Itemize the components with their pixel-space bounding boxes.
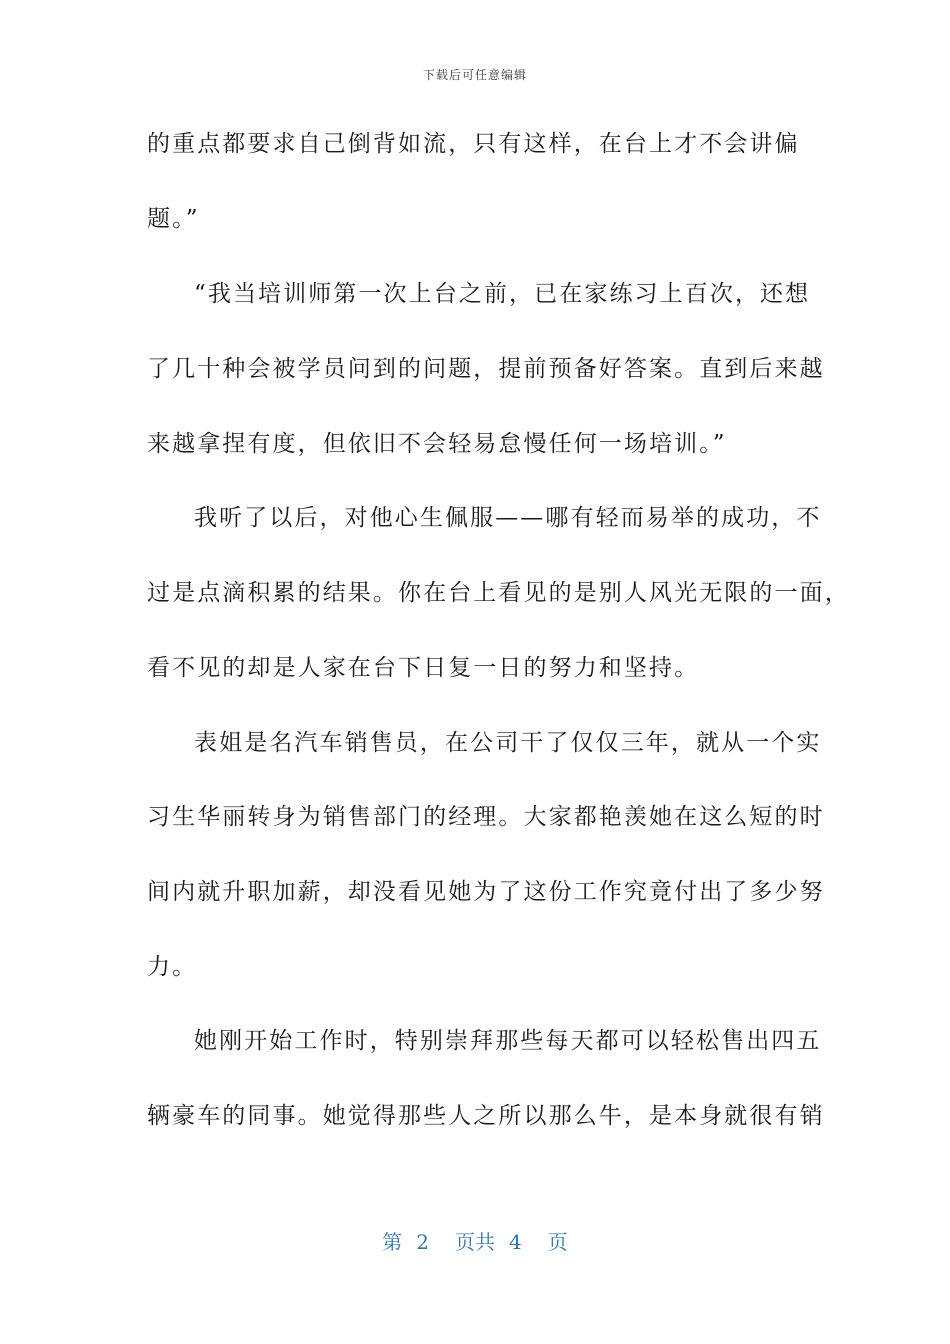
body-line: 间内就升职加薪，却没看见她为了这份工作究竟付出了多少努	[147, 879, 825, 905]
body-line: “我当培训师第一次上台之前，已在家练习上百次，还想	[194, 281, 811, 307]
body-line: 的重点都要求自己倒背如流，只有这样，在台上才不会讲偏	[147, 131, 800, 157]
footer-total-pages: 4	[509, 1230, 522, 1254]
page-footer	[0, 1226, 950, 1255]
footer-suffix: 页	[547, 1230, 568, 1254]
body-line: 看不见的却是人家在台下日复一日的努力和坚持。	[147, 655, 700, 681]
body-line: 辆豪车的同事。她觉得那些人之所以那么牛，是本身就很有销	[147, 1103, 825, 1129]
footer-current-page: 2	[416, 1230, 429, 1254]
body-line: 来越拿捏有度，但依旧不会轻易怠慢任何一场培训。”	[147, 431, 727, 457]
page-header: 下载后可任意编辑	[422, 68, 527, 82]
body-line: 题。”	[147, 206, 200, 232]
body-line: 力。	[147, 954, 198, 980]
footer-middle: 页共	[455, 1230, 495, 1254]
body-line: 表姐是名汽车销售员，在公司干了仅仅三年，就从一个实	[194, 730, 822, 756]
body-line: 习生华丽转身为销售部门的经理。大家都艳羡她在这么短的时	[147, 804, 825, 830]
body-line: 她刚开始工作时，特别崇拜那些每天都可以轻松售出四五	[194, 1028, 822, 1054]
body-line: 我听了以后，对他心生佩服——哪有轻而易举的成功，不	[194, 505, 822, 531]
footer-prefix: 第	[382, 1230, 403, 1254]
body-line: 了几十种会被学员问到的问题，提前预备好答案。直到后来越	[147, 356, 825, 382]
body-line: 过是点滴积累的结果。你在台上看见的是别人风光无限的一面，	[147, 580, 850, 606]
